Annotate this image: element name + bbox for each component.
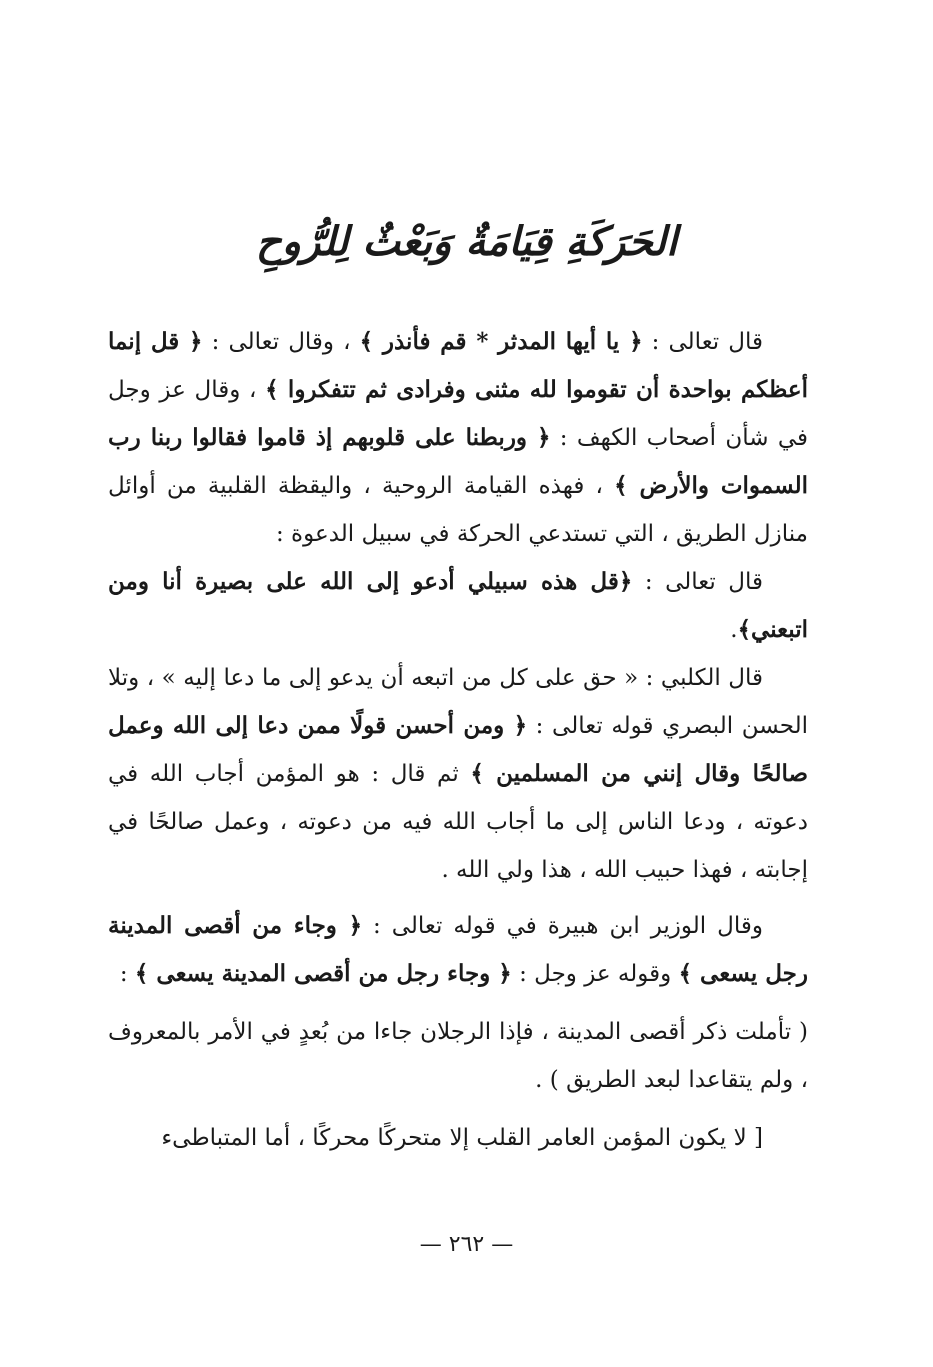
quran-verse: ﴿ وجاء رجل من أقصى المدينة يسعى ﴾ [134,960,512,987]
text-segment: ، وقال تعالى : [202,329,360,355]
text-segment: . [730,617,738,643]
text-segment: ، وقال عز وجل في شأن أصحاب الكهف : [108,377,808,451]
paragraph-1 [108,318,808,558]
text-segment: وقال الوزير ابن هبيرة في قوله تعالى : [362,913,763,939]
page-number: — ٢٦٢ — [419,1232,514,1257]
body-text [108,318,808,1162]
paragraph-4 [108,902,808,998]
quran-verse: ﴿ وجاء من أقصى المدينة رجل يسعى ﴾ [108,912,808,987]
text-segment: ثم قال : هو المؤمن أجاب الله في دعوته ، ودعا الناس إلى ما أجاب الله فيه من دعوته ، وعمل صالحًا في إجابته ، فهذا حبيب الله ، هذا ولي الله . [108,761,808,883]
quran-verse: ﴿ يا أيها المدثر * قم فأنذر ﴾ [359,328,643,355]
paragraph-5-quote [108,1008,808,1104]
paragraph-2 [108,558,808,654]
text-segment: [ لا يكون المؤمن العامر القلب إلا متحركًا محركًا ، أما المتباطىء [161,1125,763,1151]
text-segment: ( تأملت ذكر أقصى المدينة ، فإذا الرجلان جاءا من بُعدٍ في الأمر بالمعروف ، ولم يتقاعدا لبعد الطريق ) . [108,1019,808,1093]
paragraph-3 [108,654,808,894]
quran-verse: ﴿قل هذه سبيلي أدعو إلى الله على بصيرة أنا ومن اتبعني﴾ [108,568,808,643]
paragraph-6 [108,1114,808,1162]
quran-verse: ﴿ قل إنما أعظكم بواحدة أن تقوموا لله مثنى وفرادى ثم تتفكروا ﴾ [108,328,808,403]
text-segment: : [119,961,135,987]
text-segment: وقوله عز وجل : [511,961,679,987]
text-segment: قال تعالى : [642,329,763,355]
text-segment: قال تعالى : [632,569,763,595]
text-segment: قال الكلبي : « حق على كل من اتبعه أن يدعو إلى ما دعا إليه » ، وتلا الحسن البصري قوله تعالى : [108,665,809,739]
chapter-title: الحَرَكَةِ قِيَامَةٌ وَبَعْثٌ لِلرُّوحِ [255,218,678,265]
text-segment: ، فهذه القيامة الروحية ، واليقظة القلبية من أوائل منازل الطريق ، التي تستدعي الحركة في سبيل الدعوة : [108,473,808,547]
quran-verse: ﴿ ومن أحسن قولًا ممن دعا إلى الله وعمل صالحًا وقال إنني من المسلمين ﴾ [108,712,808,787]
quran-verse: ﴿ وربطنا على قلوبهم إذ قاموا فقالوا ربنا رب السموات والأرض ﴾ [108,424,809,499]
